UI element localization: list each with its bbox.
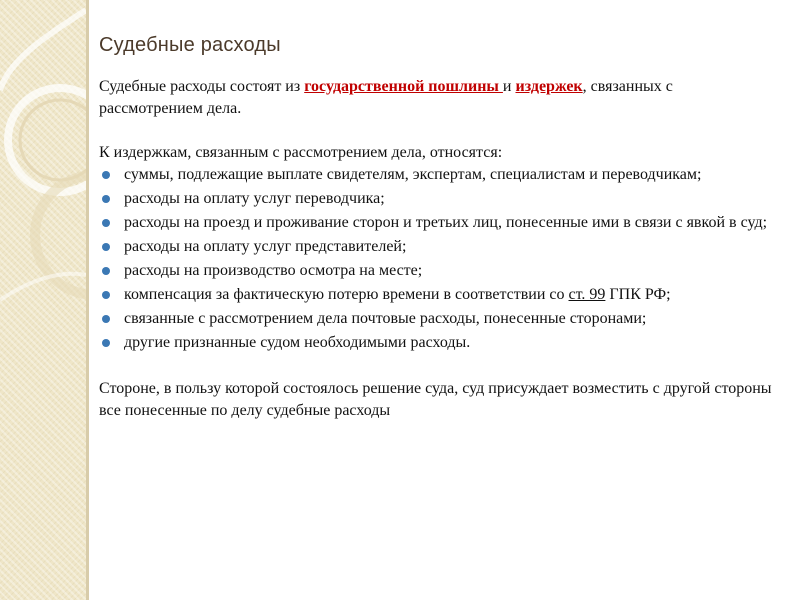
bullet-icon xyxy=(102,315,110,323)
bullet-icon xyxy=(102,267,110,275)
list-item: связанные с рассмотрением дела почтовые расходы, понесенные сторонами; xyxy=(99,308,779,330)
link-state-duty[interactable]: государственной пошлины xyxy=(304,78,503,95)
decorative-sidebar xyxy=(0,0,86,600)
bullet-icon xyxy=(102,243,110,251)
bullet-icon xyxy=(102,219,110,227)
bullet-icon xyxy=(102,339,110,347)
costs-list xyxy=(99,164,779,354)
list-item: компенсация за фактическую потерю времени в соответствии со ст. 99 ГПК РФ; xyxy=(99,284,779,306)
intro-text-1: Судебные расходы состоят из xyxy=(99,78,305,95)
list-item: расходы на оплату услуг переводчика; xyxy=(99,188,779,210)
bullet-icon xyxy=(102,171,110,179)
intro-paragraph xyxy=(99,76,779,120)
list-item: расходы на проезд и проживание сторон и третьих лиц, понесенные ими в связи с явкой в суд; xyxy=(99,212,779,234)
slide-body xyxy=(99,76,779,422)
bullet-icon xyxy=(102,195,110,203)
slide-title: Судебные расходы xyxy=(99,34,281,56)
link-article-99[interactable]: ст. 99 xyxy=(568,286,606,303)
decorative-rings xyxy=(0,0,86,600)
bullet-icon xyxy=(102,291,110,299)
intro-text-3: , связанных с рассмотрением дела. xyxy=(99,78,673,117)
list-item: расходы на производство осмотра на месте; xyxy=(99,260,779,282)
link-costs[interactable]: издержек xyxy=(515,78,583,95)
list-item: суммы, подлежащие выплате свидетелям, экспертам, специалистам и переводчикам; xyxy=(99,164,779,186)
sidebar-divider xyxy=(86,0,89,600)
list-item: другие признанные судом необходимыми расходы. xyxy=(99,332,779,354)
list-item: расходы на оплату услуг представителей; xyxy=(99,236,779,258)
intro-text-2: и xyxy=(502,78,516,95)
conclusion-paragraph: Стороне, в пользу которой состоялось решение суда, суд присуждает возместить с другой стороны все понесенные по делу судебные расходы xyxy=(99,380,772,419)
list-intro: К издержкам, связанным с рассмотрением дела, относятся: xyxy=(99,144,503,161)
